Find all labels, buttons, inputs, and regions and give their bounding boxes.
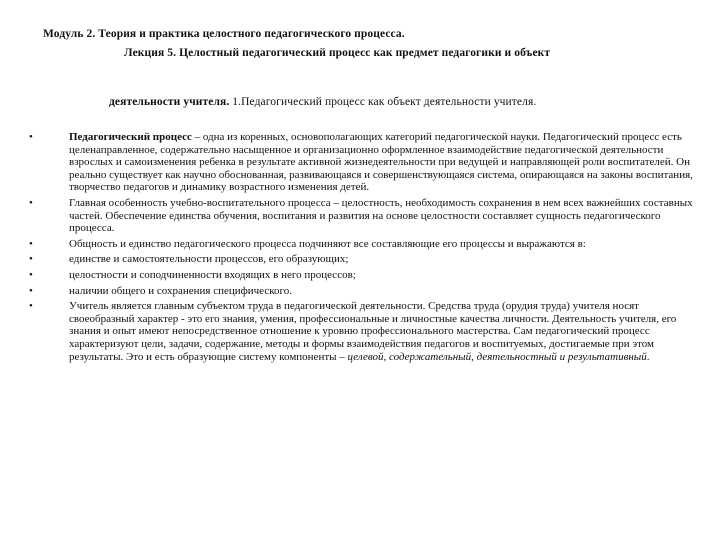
bullet-text: Общность и единство педагогического процесса подчиняют все составляющие его процессы и выражаются в: [69, 237, 586, 250]
bullet-icon: • [29, 196, 33, 209]
bullet-text: целостности и соподчиненности входящих в него процессов; [69, 268, 356, 281]
lecture-subtopic: 1.Педагогический процесс как объект деятельности учителя. [229, 96, 537, 108]
bullet-item [26, 269, 700, 282]
module-title: Модуль 2. Теория и практика целостного педагогического процесса. [43, 28, 405, 40]
bullet-icon: • [29, 268, 33, 281]
lecture-title-continuation [109, 96, 536, 108]
bullet-item [26, 300, 700, 363]
bullet-text: – одна из коренных, основополагающих категорий педагогической науки. Педагогический процесс есть целенаправленное, содержательно насыщенное и организационно оформленное взаимодействие педагогической деятельности взрослых и самоизменения ребенка в результате активной жизнедеятельности при ведущей и направляющей роли воспитателей. Он реально существует как научно обоснованная, развивающаяся и совершенствующаяся система, опирающаяся на законы воспитания, творчество педагогов и динамику возрастного изменения детей. [69, 131, 693, 194]
bullet-item [26, 253, 700, 266]
bullet-text: единстве и самостоятельности процессов, его образующих; [69, 253, 349, 266]
lecture-title-bold-part: деятельности учителя. [109, 96, 230, 108]
bullet-end-punct: . [646, 350, 650, 363]
bullet-text: Учитель является главным субъектом труда в педагогической деятельности. Средства труда (орудия труда) учителя носят своеобразный характер - это его знания, умения, профессиональные и личностные качества личности. Деятельность учителя, его знания и опыт имеют непосредственное отношение к уровню профессионального мастерства. Сам педагогический процесс характеризуют цели, задачи, содержание, методы и формы взаимодействия педагогов и воспитуемых, достигаемые при этом результаты. Это и есть образующие систему компоненты – [69, 300, 677, 363]
bullet-icon: • [29, 237, 33, 250]
bullet-lead-term: Педагогический процесс [69, 131, 192, 143]
lecture-title: Лекция 5. Целостный педагогический процесс как предмет педагогики и объект [124, 47, 551, 59]
bullet-item [26, 285, 700, 298]
bullet-icon: • [29, 300, 33, 313]
bullet-icon: • [29, 131, 33, 143]
bullet-italic-terms: целевой, содержательный, деятельностный и результативный [347, 350, 647, 363]
bullet-text: наличии общего и сохранения специфического. [69, 284, 292, 297]
bullet-list [26, 131, 700, 363]
bullet-icon: • [29, 284, 33, 297]
bullet-text: Главная особенность учебно-воспитательного процесса – целостность, необходимость сохранения в нем всех важнейших составных частей. Обеспечение единства обучения, воспитания и развития на основе целостности составляет сущность педагогического процесса. [69, 196, 693, 235]
bullet-icon: • [29, 253, 33, 266]
bullet-item [26, 197, 700, 235]
bullet-item [26, 131, 700, 194]
bullet-item [26, 238, 700, 251]
